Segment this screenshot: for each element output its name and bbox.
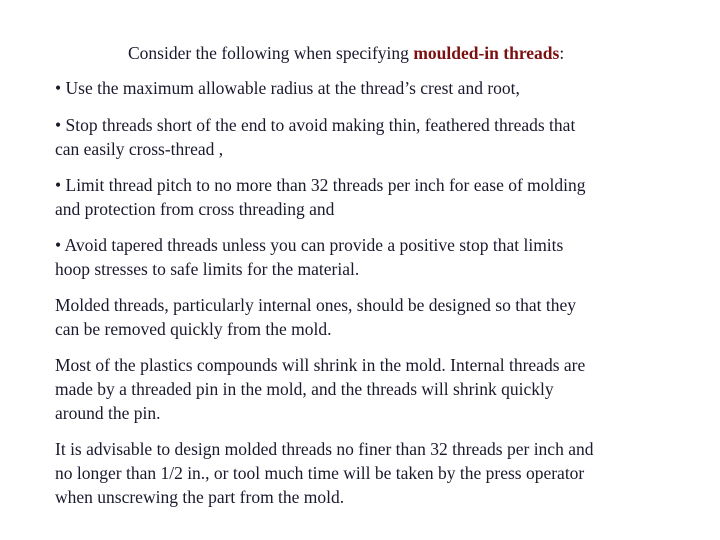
paragraph-line: Molded threads, particularly internal ones, should be designed so that they xyxy=(55,295,576,315)
bullet-line: • Avoid tapered threads unless you can provide a positive stop that limits xyxy=(55,235,564,255)
intro-prefix: Consider the following when specifying xyxy=(128,43,414,63)
paragraph-line: can be removed quickly from the mold. xyxy=(55,319,332,339)
bullet-radius xyxy=(55,76,685,100)
bullet-line: • Use the maximum allowable radius at the thread’s crest and root, xyxy=(55,78,520,98)
bullet-line: • Limit thread pitch to no more than 32 threads per inch for ease of molding xyxy=(55,175,586,195)
paragraph-line: no longer than 1/2 in., or tool much time will be taken by the press operator xyxy=(55,463,585,483)
paragraph-line: around the pin. xyxy=(55,403,161,423)
bullet-line: can easily cross-thread , xyxy=(55,139,224,159)
bullet-line: hoop stresses to safe limits for the material. xyxy=(55,259,360,279)
bullet-tapered-threads xyxy=(55,233,685,281)
bullet-line: • Stop threads short of the end to avoid making thin, feathered threads that xyxy=(55,115,576,135)
paragraph-line: Most of the plastics compounds will shrink in the mold. Internal threads are xyxy=(55,355,586,375)
paragraph-removal xyxy=(55,293,685,341)
intro-emphasis: moulded-in threads xyxy=(413,43,560,63)
paragraph-advice xyxy=(55,437,685,509)
intro-suffix: : xyxy=(559,43,565,63)
bullet-stop-threads xyxy=(55,113,685,161)
bullet-line: and protection from cross threading and xyxy=(55,199,335,219)
paragraph-line: when unscrewing the part from the mold. xyxy=(55,487,345,507)
bullet-thread-pitch xyxy=(55,173,685,221)
paragraph-line: It is advisable to design molded threads no finer than 32 threads per inch and xyxy=(55,439,594,459)
paragraph-line: made by a threaded pin in the mold, and the threads will shrink quickly xyxy=(55,379,554,399)
paragraph-shrinkage xyxy=(55,353,685,425)
intro-heading xyxy=(128,41,564,65)
